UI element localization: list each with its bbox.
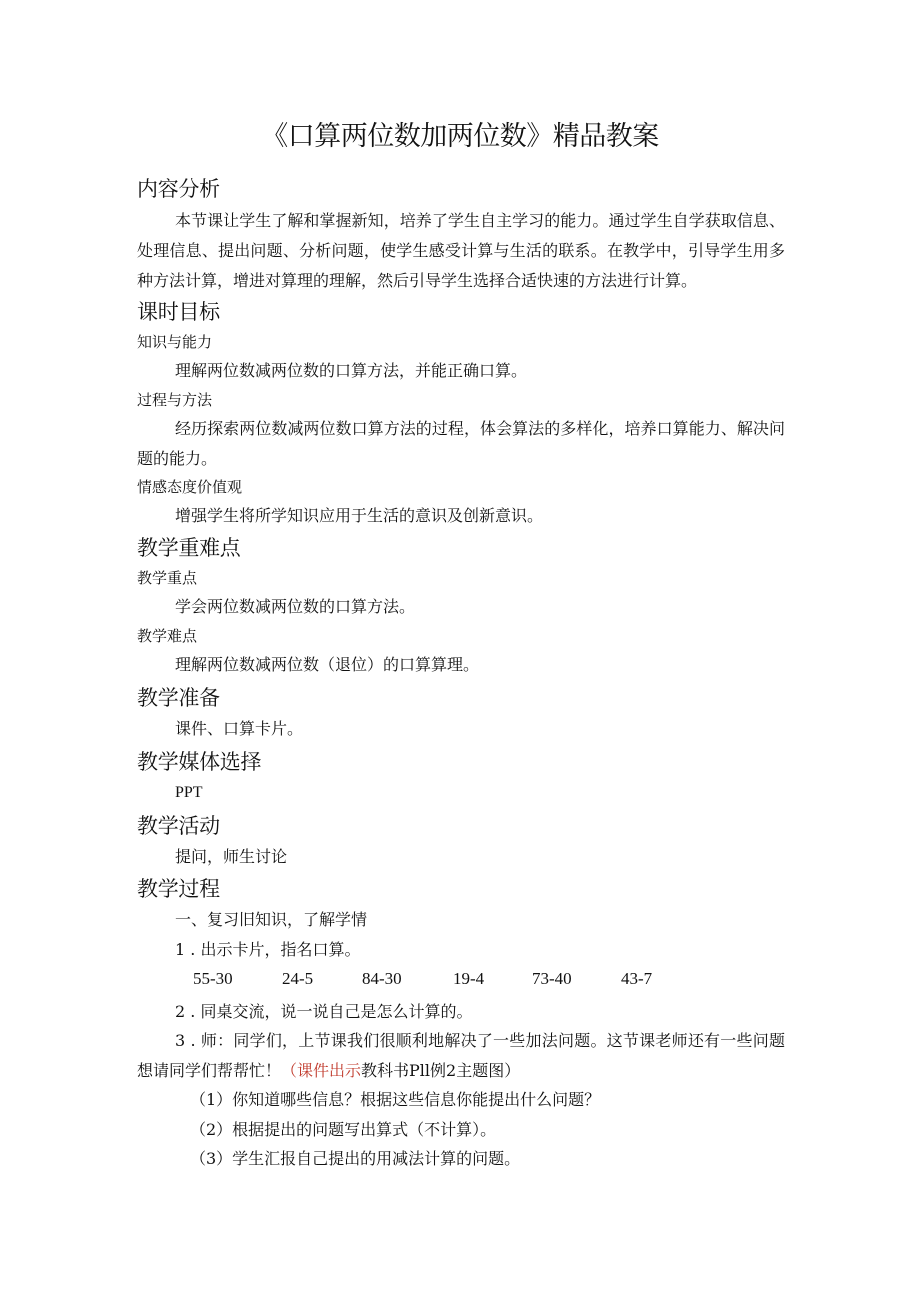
calculation-item: 55-30	[193, 969, 233, 988]
label-difficulty: 教学难点	[137, 627, 198, 645]
content-analysis-paragraph: 本节课让学生了解和掌握新知，培养了学生自主学习的能力。通过学生自学获取信息、处理信息、提出问题、分析问题，使学生感受计算与生活的联系。在教学中，引导学生用多种方法计算，增进对算理的理解，然后引导学生选择合适快速的方法进行计算。	[137, 211, 785, 290]
difficulty-text: 理解两位数减两位数（退位）的口算算理。	[175, 655, 480, 674]
calculation-item: 19-4	[453, 969, 485, 988]
process-item-3	[137, 1026, 785, 1086]
activity-text: 提问，师生讨论	[175, 847, 288, 866]
process-question-3: （3）学生汇报自己提出的用减法计算的问题。	[190, 1149, 521, 1168]
label-emotion: 情感态度价值观	[137, 478, 243, 496]
label-knowledge: 知识与能力	[137, 333, 213, 351]
heading-goals: 课时目标	[137, 300, 220, 324]
label-process-method: 过程与方法	[137, 391, 213, 409]
calculation-item: 84-30	[362, 969, 402, 988]
process-item-2: 2 . 同桌交流，说一说自己是怎么计算的。	[175, 1002, 473, 1021]
process-step-one: 一、复习旧知识，了解学情	[175, 910, 368, 929]
process-question-1: （1）你知道哪些信息？根据这些信息你能提出什么问题？	[190, 1090, 601, 1109]
heading-media: 教学媒体选择	[137, 750, 262, 774]
document-title: 《口算两位数加两位数》精品教案	[261, 121, 659, 152]
calculation-item: 24-5	[282, 969, 314, 988]
process-method-text: 经历探索两位数减两位数口算方法的过程，体会算法的多样化，培养口算能力、解决问题的能力。	[137, 419, 785, 468]
emotion-text: 增强学生将所学知识应用于生活的意识及创新意识。	[175, 506, 544, 525]
heading-key-points: 教学重难点	[137, 536, 241, 560]
heading-activity: 教学活动	[137, 814, 220, 838]
heading-preparation: 教学准备	[137, 686, 220, 710]
heading-process: 教学过程	[137, 877, 220, 901]
item3-tail: 教科书Pll例2主题图）	[361, 1061, 521, 1080]
focus-text: 学会两位数减两位数的口算方法。	[175, 597, 416, 616]
calculation-item: 73-40	[532, 969, 572, 988]
heading-content-analysis: 内容分析	[137, 177, 220, 201]
process-question-2: （2）根据提出的问题写出算式（不计算）。	[190, 1120, 497, 1139]
label-focus: 教学重点	[137, 569, 198, 587]
knowledge-text: 理解两位数减两位数的口算方法，并能正确口算。	[175, 361, 528, 380]
item3-red-note: （课件出示	[281, 1061, 362, 1080]
item3-text: 3 . 师：同学们，上节课我们很顺利地解决了一些加法问题。这节课老师还有一些问题想请同学们帮帮忙！	[137, 1031, 785, 1080]
process-item-1: 1 . 出示卡片，指名口算。	[175, 940, 361, 959]
preparation-text: 课件、口算卡片。	[175, 719, 304, 738]
calculation-item: 43-7	[621, 969, 653, 988]
media-text: PPT	[175, 784, 203, 801]
